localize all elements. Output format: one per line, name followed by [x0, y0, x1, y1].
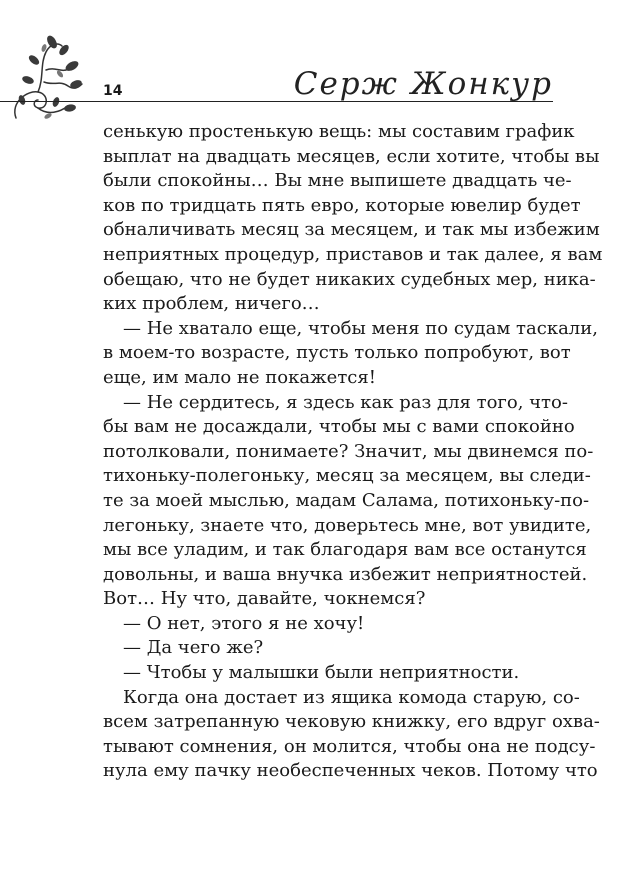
- text-line: нула ему пачку необеспеченных чеков. Потому что: [103, 760, 598, 782]
- text-line: — Не хватало еще, чтобы меня по судам таскали,: [123, 317, 598, 339]
- running-head-author: Серж Жонкур: [293, 66, 553, 102]
- text-line: довольны, и ваша внучка избежит неприятностей.: [103, 563, 588, 585]
- text-line: — Да чего же?: [123, 637, 264, 659]
- text-line: ких проблем, ничего…: [103, 293, 320, 315]
- text-line: Когда она достает из ящика комода старую, со-: [123, 686, 580, 708]
- text-line: сенькую простенькую вещь: мы составим график: [103, 121, 575, 142]
- text-line: обналичивать месяц за месяцем, и так мы избежим: [103, 219, 600, 241]
- text-line: в моем-то возрасте, пусть только попробуют, вот: [103, 342, 571, 364]
- text-line: выплат на двадцать месяцев, если хотите, чтобы вы: [103, 145, 600, 167]
- text-line: неприятных процедур, приставов и так далее, я вам: [103, 243, 603, 265]
- text-line: обещаю, что не будет никаких судебных мер, ника-: [103, 268, 596, 290]
- text-line: еще, им мало не покажется!: [103, 366, 376, 388]
- text-line: бы вам не досаждали, чтобы мы с вами спокойно: [103, 416, 575, 438]
- floral-ornament-icon: [4, 30, 96, 124]
- text-line: легоньку, знаете что, доверьтесь мне, вот увидите,: [103, 514, 592, 536]
- body-text: [103, 120, 603, 784]
- text-line: были спокойны… Вы мне выпишете двадцать че-: [103, 170, 572, 192]
- text-line: — О нет, этого я не хочу!: [123, 612, 365, 634]
- text-line: всем затрепанную чековую книжку, его вдруг охва-: [103, 711, 600, 733]
- text-line: те за моей мыслью, мадам Салама, потихоньку-по-: [103, 489, 590, 511]
- text-line: потолковали, понимаете? Значит, мы двинемся по-: [103, 440, 594, 462]
- page-number: 14: [103, 83, 123, 99]
- text-line: тихоньку-полегоньку, месяц за месяцем, вы следи-: [103, 465, 591, 487]
- text-line: — Не сердитесь, я здесь как раз для того, что-: [123, 391, 568, 413]
- text-line: Вот… Ну что, давайте, чокнемся?: [103, 588, 426, 610]
- text-line: ков по тридцать пять евро, которые ювелир будет: [103, 194, 581, 216]
- text-line: мы все уладим, и так благодаря вам все останутся: [103, 539, 587, 561]
- text-line: тывают сомнения, он молится, чтобы она не подсу-: [103, 735, 596, 757]
- text-line: — Чтобы у малышки были неприятности.: [123, 662, 520, 684]
